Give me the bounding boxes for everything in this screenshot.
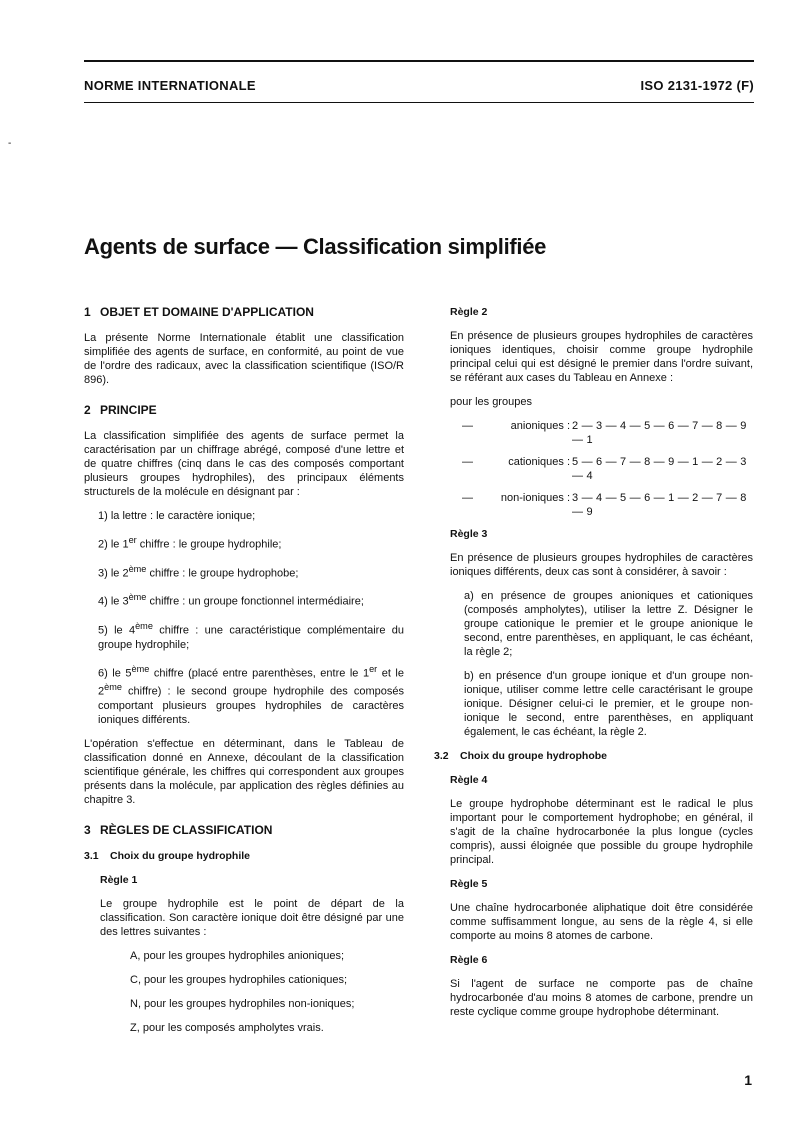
section-2-number: 2 — [84, 403, 91, 417]
list-item: 3) le 2ème chiffre : le groupe hydrophobe; — [98, 563, 299, 580]
regle-2-text: En présence de plusieurs groupes hydrophiles de caractères ioniques identiques, choisir comme groupe hydrophile principal celui qui est désigné le premier dans l'ordre suivant, se référant aux cases du Tableau en Annexe : — [450, 330, 753, 384]
list-item: N, pour les groupes hydrophiles non-ioniques; — [130, 997, 355, 1010]
right-column — [434, 305, 753, 1029]
page-number: 1 — [744, 1072, 752, 1088]
regle-3-text: En présence de plusieurs groupes hydrophiles de caractères ioniques différents, deux cas sont à considérer, à savoir : — [450, 552, 753, 578]
section-2-intro: La classification simplifiée des agents de surface permet la caractérisation par un chiffrage abrégé, composé d'une lettre et de quatre chiffres (cinq dans le cas des composés comportant plusieurs groupes hydrophiles), des principaux éléments structurels de la molécule en désignant par : — [84, 430, 404, 498]
section-2-title: PRINCIPE — [100, 403, 157, 417]
list-item: 2) le 1er chiffre : le groupe hydrophile; — [98, 535, 282, 551]
regle-4-label: Règle 4 — [450, 774, 488, 786]
subsection-3-1-title: Choix du groupe hydrophile — [110, 849, 250, 862]
left-column — [84, 305, 404, 1045]
list-item: 1) la lettre : le caractère ionique; — [98, 510, 256, 522]
header-bottom-rule — [84, 102, 754, 103]
section-1-text: La présente Norme Internationale établit une classification simplifiée des agents de surface, en conformité, au point de vue de l'ordre des radicaux, avec la classification scientifique (ISO/R 896). — [84, 332, 404, 386]
list-item: a) en présence de groupes anioniques et cationiques (composés ampholytes), utiliser la lettre Z. Désigner le groupe cationique le premier et le groupe anionique le second, entre parenthèses, en appliquant, le cas échéant, la règle 2; — [464, 590, 753, 658]
regle-4-text: Le groupe hydrophobe déterminant est le radical le plus important pour le comportement hydrophobe; en général, il s'agit de la chaîne hydrocarbonée la plus longue (cycles compris), aussi éloignée que possible du groupe hydrophile principal. — [450, 798, 753, 866]
regle-6-label: Règle 6 — [450, 954, 488, 966]
pour-les-groupes: pour les groupes — [450, 396, 532, 408]
list-item: 5) le 4ème chiffre : une caractéristique complémentaire du groupe hydrophile; — [98, 620, 404, 651]
header-left-text: NORME INTERNATIONALE — [84, 78, 256, 93]
section-3-title: RÈGLES DE CLASSIFICATION — [100, 822, 273, 837]
list-item: 6) le 5ème chiffre (placé entre parenthèses, entre le 1er et le 2ème chiffre) : le second groupe hydrophile des composés comportant plusieurs groupes hydrophiles de caractères ioniques différents. — [98, 663, 404, 726]
subsection-3-2-number: 3.2 — [434, 750, 449, 762]
header-right-text: ISO 2131-1972 (F) — [640, 78, 754, 93]
subsection-3-1-heading — [84, 849, 404, 863]
section-1-heading — [84, 305, 404, 319]
section-2-outro: L'opération s'effectue en déterminant, dans le Tableau de classification donné en Annexe, découlant de la classification scientifique générale, les chiffres qui correspondent aux groupes présents dans la molécule, par application des règles définies au chapitre 3. — [84, 737, 404, 806]
page-title: Agents de surface — Classification simplifiée — [84, 234, 547, 259]
section-1-number: 1 — [84, 305, 91, 319]
subsection-3-2-heading — [434, 749, 753, 763]
section-2-heading — [84, 403, 404, 417]
subsection-3-2-title: Choix du groupe hydrophobe — [460, 750, 607, 762]
margin-mark: - — [8, 138, 12, 149]
list-item: A, pour les groupes hydrophiles anioniques; — [130, 949, 345, 962]
sequence-row: — anioniques : 2 — 3 — 4 — 5 — 6 — 7 — 8 — 9 — 1 — [462, 420, 747, 446]
list-item: 4) le 3ème chiffre : un groupe fonctionnel intermédiaire; — [98, 592, 364, 608]
list-item: b) en présence d'un groupe ionique et d'un groupe non-ionique, utiliser comme lettre celle caractérisant le groupe ionique. Désigner celui-ci le premier, et le groupe non-ionique le second, entre parenthèses, en appliquant également, le cas échéant, la règle 2. — [464, 670, 753, 738]
list-item: Z, pour les composés ampholytes vrais. — [130, 1021, 324, 1034]
sequence-row: — non-ioniques : 3 — 4 — 5 — 6 — 1 — 2 — 7 — 8 — 9 — [462, 492, 747, 518]
regle-2-label: Règle 2 — [450, 306, 488, 318]
regle-1-text: Le groupe hydrophile est le point de départ de la classification. Son caractère ionique doit être désigné par une des lettres suivantes : — [100, 897, 404, 938]
section-1-title: OBJET ET DOMAINE D'APPLICATION — [100, 305, 314, 319]
header-top-rule — [84, 60, 754, 62]
sequence-row: — cationiques : 5 — 6 — 7 — 8 — 9 — 1 — 2 — 3 — 4 — [462, 456, 747, 482]
subsection-3-1-number: 3.1 — [84, 849, 99, 862]
regle-3-label: Règle 3 — [450, 528, 488, 540]
regle-1-label: Règle 1 — [100, 873, 138, 886]
list-item: C, pour les groupes hydrophiles cationiques; — [130, 973, 348, 986]
regle-5-text: Une chaîne hydrocarbonée aliphatique doit être considérée comme suffisamment longue, au sens de la règle 4, si elle comporte au moins 8 atomes de carbone. — [450, 902, 753, 942]
section-3-number: 3 — [84, 822, 91, 837]
regle-6-text: Si l'agent de surface ne comporte pas de chaîne hydrocarbonée d'au moins 8 atomes de carbone, prendre un reste cyclique comme groupe hydrophobe déterminant. — [450, 978, 753, 1018]
section-3-heading — [84, 823, 404, 837]
regle-5-label: Règle 5 — [450, 878, 488, 890]
